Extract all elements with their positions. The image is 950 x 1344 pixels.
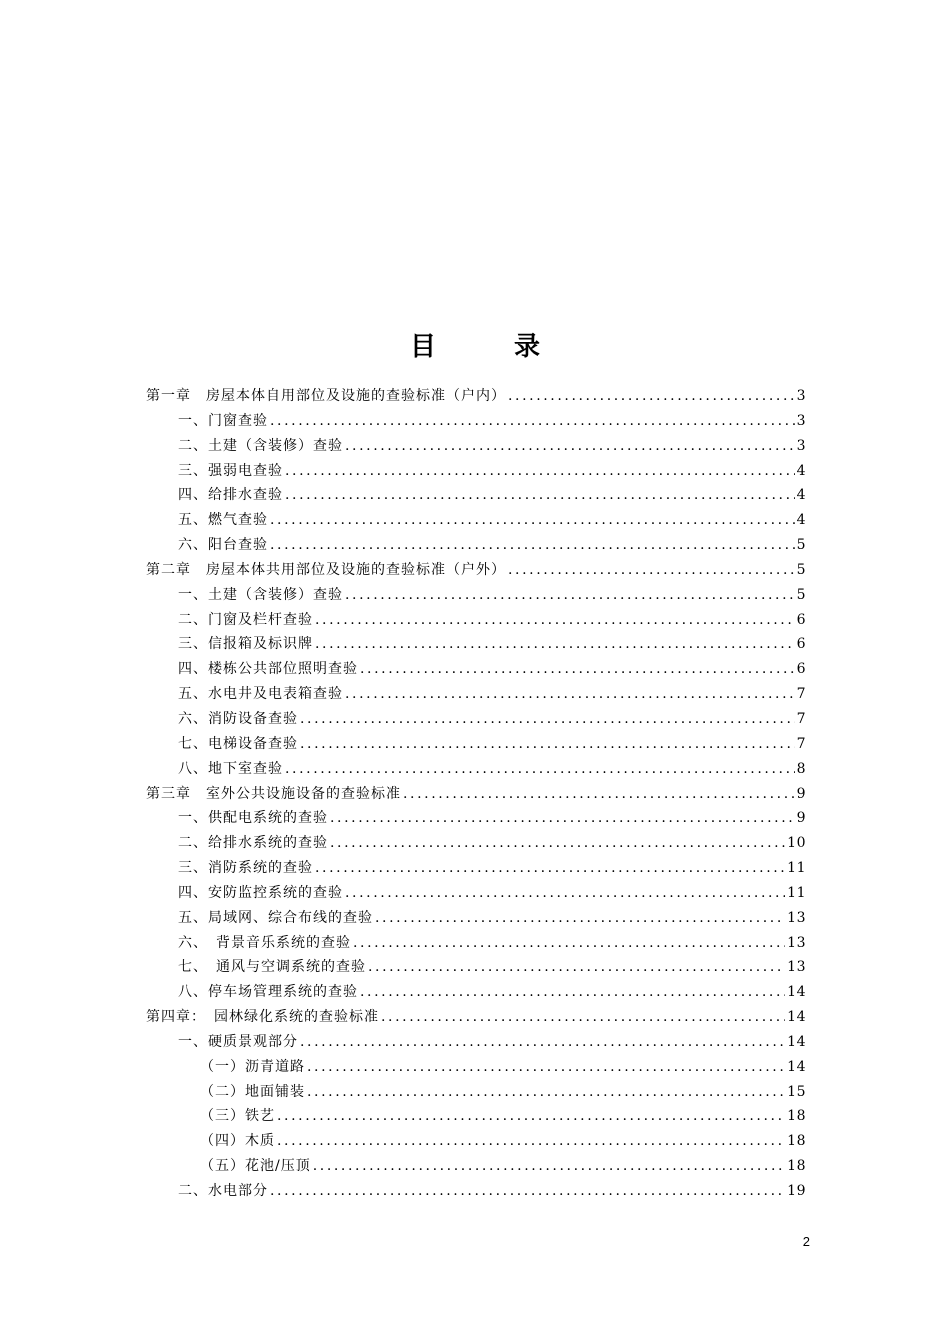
toc-dot-leader: [285, 459, 795, 484]
toc-entry-title: 一、门窗查验: [178, 412, 268, 429]
toc-entry-title: 第一章 房屋本体自用部位及设施的查验标准（户内）: [146, 388, 506, 404]
toc-dot-leader: [300, 1030, 785, 1055]
toc-dot-leader: [353, 931, 785, 956]
toc-entry[interactable]: [146, 931, 806, 956]
toc-entry-title: 三、消防系统的查验: [178, 860, 313, 877]
toc-entry-title: 四、楼栋公共部位照明查验: [178, 661, 358, 678]
toc-entry[interactable]: [146, 831, 806, 856]
toc-dot-leader: [313, 1154, 785, 1179]
toc-entry-title: 二、水电部分: [178, 1183, 268, 1199]
toc-entry[interactable]: [146, 1055, 806, 1080]
toc-entry-page: 7: [796, 735, 806, 752]
toc-entry-page: 5: [796, 537, 806, 554]
toc-entry[interactable]: [146, 508, 806, 533]
toc-entry-title: 二、土建（含装修）查验: [178, 437, 343, 454]
toc-entry-page: 6: [796, 611, 806, 628]
toc-entry[interactable]: [146, 1030, 806, 1055]
toc-entry-page: 8: [796, 760, 806, 777]
toc-entry-title: 五、燃气查验: [178, 512, 268, 529]
toc-dot-leader: [330, 806, 795, 831]
toc-entry[interactable]: [146, 856, 806, 881]
toc-dot-leader: [508, 558, 795, 583]
toc-entry-page: 14: [787, 984, 806, 1001]
toc-entry-title: 一、硬质景观部分: [178, 1033, 298, 1050]
toc-entry-page: 9: [796, 810, 806, 827]
toc-entry-title: （三）铁艺: [200, 1108, 275, 1125]
toc-dot-leader: [508, 384, 795, 409]
toc-entry[interactable]: [146, 583, 806, 608]
toc-entry[interactable]: [146, 682, 806, 707]
toc-dot-leader: [270, 508, 795, 533]
toc-dot-leader: [330, 831, 785, 856]
toc-dot-leader: [403, 782, 795, 807]
toc-dot-leader: [315, 608, 795, 633]
toc-entry-title: 第二章 房屋本体共用部位及设施的查验标准（户外）: [146, 561, 506, 578]
toc-entry[interactable]: [146, 1179, 806, 1204]
toc-entry[interactable]: [146, 906, 806, 931]
toc-entry[interactable]: [146, 782, 806, 807]
toc-entry-page: 11: [787, 884, 806, 901]
toc-entry-title: （二）地面铺装: [200, 1083, 305, 1100]
toc-entry-title: 五、局域网、综合布线的查验: [178, 909, 373, 926]
toc-entry-page: 4: [796, 487, 806, 504]
toc-entry-page: 4: [796, 512, 806, 529]
toc-entry[interactable]: [146, 459, 806, 484]
toc-entry-title: 五、水电井及电表箱查验: [178, 686, 343, 703]
toc-dot-leader: [285, 757, 795, 782]
toc-entry-page: 5: [796, 561, 806, 578]
toc-dot-leader: [368, 955, 785, 980]
toc-dot-leader: [307, 1055, 785, 1080]
toc-entry-title: 一、供配电系统的查验: [178, 810, 328, 827]
toc-entry-page: 15: [787, 1083, 806, 1100]
toc-entry-title: 一、土建（含装修）查验: [178, 586, 343, 603]
toc-entry-title: （四）木质: [200, 1133, 275, 1150]
toc-entry-page: 11: [787, 860, 806, 877]
toc-entry[interactable]: [146, 1154, 806, 1179]
toc-entry[interactable]: [146, 1129, 806, 1154]
toc-entry[interactable]: [146, 384, 806, 409]
toc-entry-title: 三、信报箱及标识牌: [178, 636, 313, 653]
toc-entry-page: 7: [796, 710, 806, 727]
toc-entry-title: 四、给排水查验: [178, 487, 283, 504]
toc-entry[interactable]: [146, 632, 806, 657]
toc-entry-page: 14: [787, 1058, 806, 1075]
toc-dot-leader: [360, 980, 785, 1005]
toc-dot-leader: [307, 1080, 785, 1105]
toc-dot-leader: [300, 707, 795, 732]
toc-entry-page: 19: [787, 1183, 806, 1199]
toc-dot-leader: [345, 682, 795, 707]
toc-dot-leader: [277, 1129, 785, 1154]
toc-dot-leader: [285, 483, 795, 508]
toc-entry-page: 14: [787, 1009, 806, 1026]
toc-entry[interactable]: [146, 1005, 806, 1030]
toc-dot-leader: [270, 1179, 785, 1204]
toc-entry-page: 9: [796, 785, 806, 802]
toc-entry[interactable]: [146, 955, 806, 980]
toc-entry-title: 七、电梯设备查验: [178, 735, 298, 752]
toc-entry[interactable]: [146, 881, 806, 906]
toc-entry[interactable]: [146, 608, 806, 633]
toc-entry-page: 13: [787, 934, 806, 951]
toc-dot-leader: [277, 1104, 785, 1129]
toc-entry-page: 18: [787, 1133, 806, 1150]
toc-entry[interactable]: [146, 806, 806, 831]
toc-entry[interactable]: [146, 434, 806, 459]
toc-entry-title: 二、门窗及栏杆查验: [178, 611, 313, 628]
toc-entry-page: 18: [787, 1158, 806, 1175]
toc-dot-leader: [270, 533, 795, 558]
toc-entry-title: 八、停车场管理系统的查验: [178, 984, 358, 1001]
toc-entry-page: 7: [796, 686, 806, 703]
toc-dot-leader: [315, 632, 795, 657]
toc-entry[interactable]: [146, 657, 806, 682]
toc-entry-page: 6: [796, 636, 806, 653]
toc-dot-leader: [315, 856, 785, 881]
toc-entry-title: 六、 背景音乐系统的查验: [178, 934, 351, 951]
toc-entry-page: 3: [796, 437, 806, 454]
toc-entry[interactable]: [146, 980, 806, 1005]
toc-entry[interactable]: [146, 1104, 806, 1129]
toc-entry[interactable]: [146, 1080, 806, 1105]
toc-entry[interactable]: [146, 558, 806, 583]
toc-entry-page: 3: [796, 412, 806, 429]
toc-entry[interactable]: [146, 533, 806, 558]
toc-dot-leader: [381, 1005, 785, 1030]
toc-entry-title: 三、强弱电查验: [178, 462, 283, 479]
toc-dot-leader: [345, 583, 795, 608]
toc-dot-leader: [345, 881, 785, 906]
toc-entry-title: 八、地下室查验: [178, 760, 283, 777]
toc-entry-page: 10: [787, 835, 806, 852]
toc-entry-title: （五）花池/压顶: [200, 1158, 311, 1175]
toc-entry-title: 二、给排水系统的查验: [178, 835, 328, 852]
page-number: 2: [802, 1234, 810, 1249]
toc-dot-leader: [270, 409, 795, 434]
toc-dot-leader: [360, 657, 795, 682]
toc-entry[interactable]: [146, 707, 806, 732]
toc-dot-leader: [375, 906, 785, 931]
toc-title: 目 录: [409, 332, 566, 362]
toc-entry-page: 4: [796, 462, 806, 479]
toc-entry[interactable]: [146, 483, 806, 508]
toc-entry-title: 四、安防监控系统的查验: [178, 884, 343, 901]
table-of-contents: [146, 384, 806, 1204]
toc-entry-title: 六、阳台查验: [178, 537, 268, 554]
toc-entry-title: 第三章 室外公共设施设备的查验标准: [146, 785, 401, 802]
toc-entry-page: 6: [796, 661, 806, 678]
toc-entry-title: 七、 通风与空调系统的查验: [178, 959, 366, 976]
toc-dot-leader: [345, 434, 795, 459]
toc-entry-title: 第四章： 园林绿化系统的查验标准: [146, 1009, 379, 1026]
toc-entry-page: 18: [787, 1108, 806, 1125]
toc-entry-page: 13: [787, 959, 806, 976]
toc-entry-title: 六、消防设备查验: [178, 710, 298, 727]
toc-entry[interactable]: [146, 409, 806, 434]
toc-entry[interactable]: [146, 757, 806, 782]
toc-entry-title: （一）沥青道路: [200, 1058, 305, 1075]
toc-entry[interactable]: [146, 732, 806, 757]
toc-entry-page: 3: [796, 388, 806, 404]
toc-entry-page: 13: [787, 909, 806, 926]
toc-entry-page: 14: [787, 1033, 806, 1050]
toc-entry-page: 5: [796, 586, 806, 603]
toc-dot-leader: [300, 732, 795, 757]
